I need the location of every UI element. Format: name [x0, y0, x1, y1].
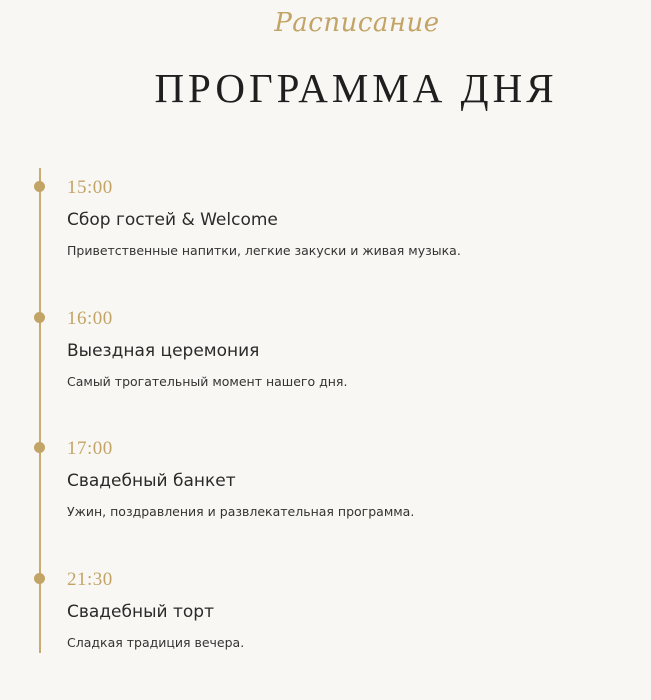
event-description: Приветственные напитки, легкие закуски и живая музыка.: [67, 243, 461, 258]
event-description: Ужин, поздравления и развлекательная программа.: [67, 504, 415, 519]
event-title: Сбор гостей & Welcome: [67, 210, 278, 230]
event-time: 21:30: [67, 569, 113, 590]
timeline-dot-icon: [34, 573, 45, 584]
event-description: Сладкая традиция вечера.: [67, 635, 245, 650]
event-time: 17:00: [67, 438, 113, 459]
event-title: Свадебный торт: [67, 602, 214, 622]
event-title: Свадебный банкет: [67, 471, 236, 491]
event-title: Выездная церемония: [67, 341, 260, 361]
event-time: 16:00: [67, 308, 113, 329]
event-time: 15:00: [67, 177, 113, 198]
page-title: ПРОГРАММА ДНЯ: [154, 65, 558, 111]
timeline-dot-icon: [34, 181, 45, 192]
timeline-dot-icon: [34, 442, 45, 453]
timeline-dot-icon: [34, 312, 45, 323]
section-eyebrow: Расписание: [274, 8, 440, 38]
event-description: Самый трогательный момент нашего дня.: [67, 374, 348, 389]
